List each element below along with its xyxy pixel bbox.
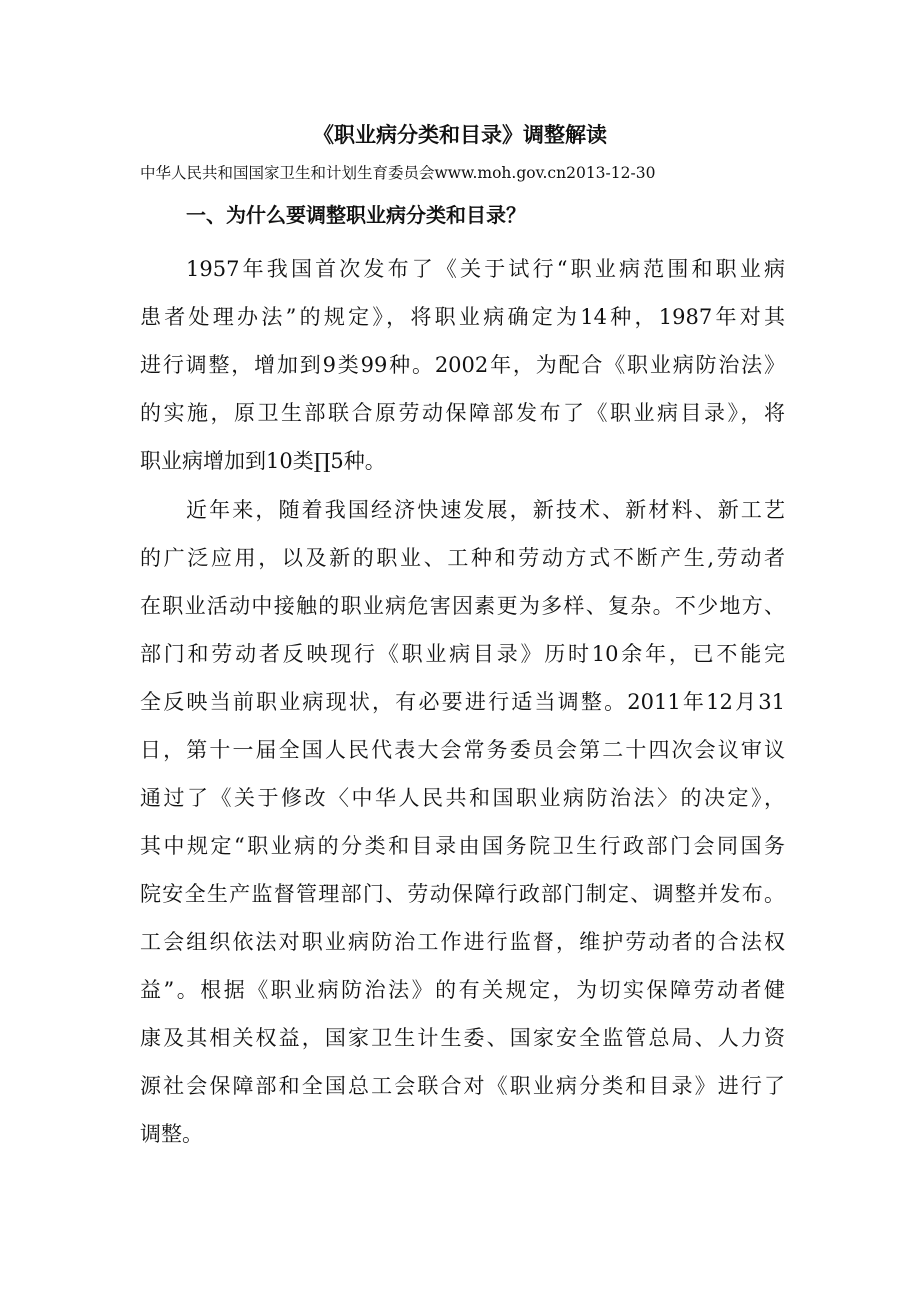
paragraph-line: 部门和劳动者反映现行《职业病目录》历时10余年，已不能完 [140,642,785,666]
section-heading: 一、为什么要调整职业病分类和目录？ [186,203,526,227]
paragraph-line: 全反映当前职业病现状，有必要进行适当调整。2011年12月31 [140,690,785,714]
paragraph-line: 职业病增加到10类∏5种。 [140,449,386,473]
paragraph-line: 工会组织依法对职业病防治工作进行监督，维护劳动者的合法权 [140,930,785,954]
paragraph-line: 1957年我国首次发布了《关于试行“职业病范围和职业病 [186,257,785,281]
paragraph-line: 其中规定“职业病的分类和目录由国务院卫生行政部门会同国务 [140,834,785,858]
paragraph-history [140,245,785,485]
paragraph-line: 院安全生产监督管理部门、劳动保障行政部门制定、调整并发布。 [140,882,785,906]
paragraph-line: 源社会保障部和全国总工会联合对《职业病分类和目录》进行了 [140,1074,785,1098]
source-line: 中华人民共和国国家卫生和计划生育委员会www.moh.gov.cn2013-12-30 [140,164,656,182]
paragraph-line: 通过了《关于修改〈中华人民共和国职业病防治法〉的决定》， [140,786,785,810]
paragraph-line: 的实施，原卫生部联合原劳动保障部发布了《职业病目录》，将 [140,401,785,425]
paragraph-line: 近年来，随着我国经济快速发展，新技术、新材料、新工艺 [186,498,785,522]
paragraph-line: 的广泛应用，以及新的职业、工种和劳动方式不断产生,劳动者 [140,546,785,570]
paragraph-line: 康及其相关权益，国家卫生计生委、国家安全监管总局、人力资 [140,1026,785,1050]
document-title: 《职业病分类和目录》调整解读 [313,123,607,147]
paragraph-line: 益”。根据《职业病防治法》的有关规定，为切实保障劳动者健 [140,978,785,1002]
paragraph-line: 日，第十一届全国人民代表大会常务委员会第二十四次会议审议 [140,738,785,762]
paragraph-line: 调整。 [140,1122,203,1146]
paragraph-recent-years [140,486,785,1158]
paragraph-line: 患者处理办法”的规定》，将职业病确定为14种，1987年对其 [140,305,785,329]
paragraph-line: 进行调整，增加到9类99种。2002年，为配合《职业病防治法》 [140,353,785,377]
paragraph-line: 在职业活动中接触的职业病危害因素更为多样、复杂。不少地方、 [140,594,785,618]
